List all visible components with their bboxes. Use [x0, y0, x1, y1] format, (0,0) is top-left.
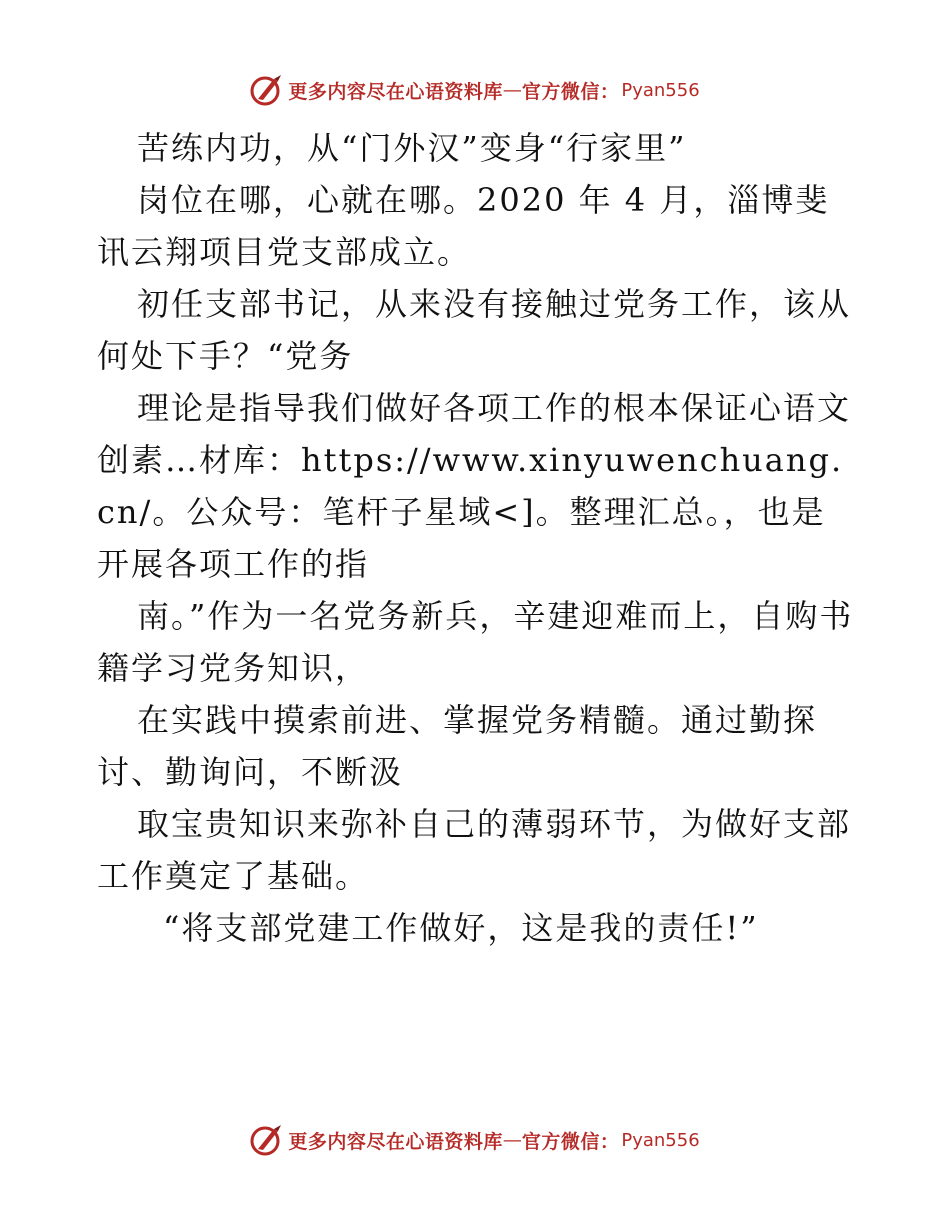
banner-separator: —: [502, 79, 522, 101]
banner-separator: —: [502, 1129, 522, 1151]
header-banner: [0, 70, 950, 110]
article-body: [97, 122, 857, 954]
paragraph: 在实践中摸索前进、掌握党务精髓。通过勤探讨、勤询问，不断汲: [97, 701, 818, 791]
paragraph: 初任支部书记，从来没有接触过党务工作，该从何处下手？“党务: [97, 285, 852, 375]
wechat-label: 官方微信：: [521, 80, 620, 103]
promo-text: 更多内容尽在心语资料库: [288, 80, 503, 103]
wechat-id: Pyan556: [621, 1129, 700, 1151]
wechat-label: 官方微信：: [521, 1130, 620, 1153]
paragraph: 苦练内功，从“门外汉”变身“行家里”: [137, 129, 687, 167]
paragraph: 南。”作为一名党务新兵，辛建迎难而上，自购书籍学习党务知识，: [97, 597, 854, 687]
footer-banner: [0, 1120, 950, 1160]
quill-logo-icon: [250, 1123, 284, 1157]
paragraph: “将支部党建工作做好，这是我的责任!”: [163, 909, 759, 947]
paragraph: 岗位在哪，心就在哪。2020 年 4 月，淄博斐讯云翔项目党支部成立。: [97, 181, 830, 271]
quill-logo-icon: [250, 73, 284, 107]
paragraph: 取宝贵知识来弥补自己的薄弱环节，为做好支部工作奠定了基础。: [97, 805, 852, 895]
paragraph: 理论是指导我们做好各项工作的根本保证心语文创素…材库：https://www.xinyuwenchuang.cn/。公众号：笔杆子星域<]。整理汇总。，也是开展各项工作的指: [97, 389, 852, 583]
wechat-id: Pyan556: [621, 79, 700, 101]
promo-text: 更多内容尽在心语资料库: [288, 1130, 503, 1153]
